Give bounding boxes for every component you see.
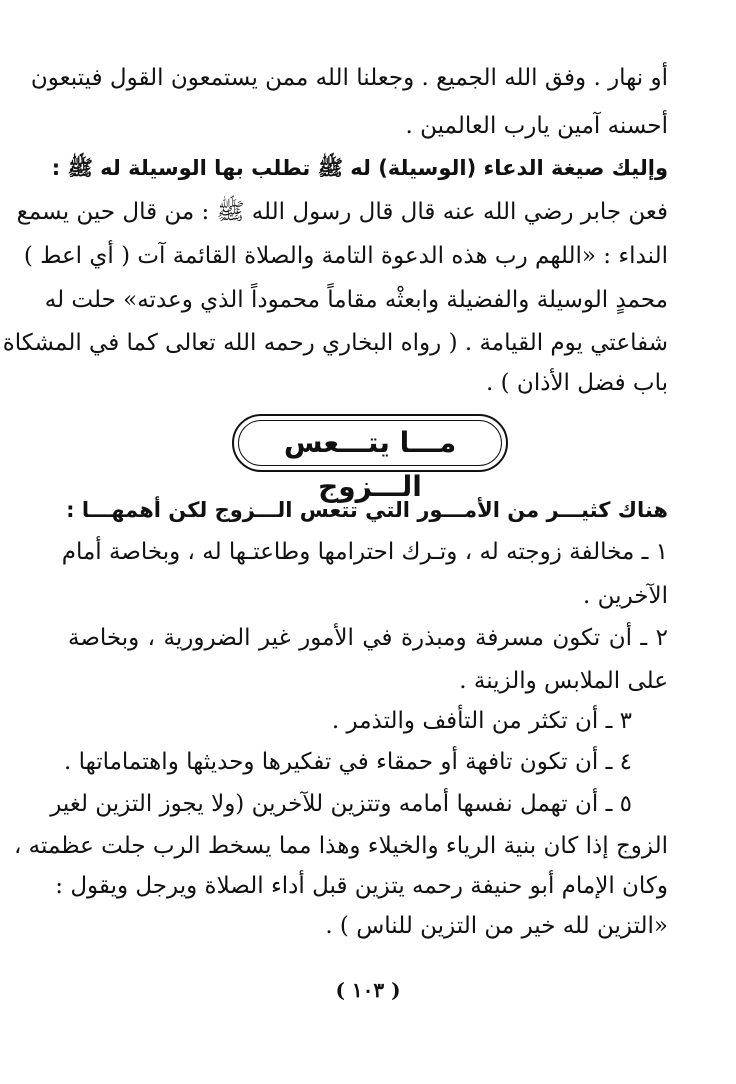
list-item-line: ٢ ـ أن تكون مسرفة ومبذرة في الأمور غير الضرورية ، وبخاصة — [68, 625, 668, 651]
page-number: ( ١٠٣ ) — [335, 978, 401, 1002]
list-item-line: ١ ـ مخالفة زوجته له ، وتـرك احترامها وطاعتـها له ، وبخاصة أمام — [61, 539, 668, 565]
text-line: أو نهار . وفق الله الجميع . وجعلنا الله ممن يستمعون القول فيتبعون — [30, 65, 668, 91]
bold-heading-line: وإليك صيغة الدعاء (الوسيلة) له ﷺ تطلب بها الوسيلة له ﷺ : — [51, 156, 668, 180]
text-line: «التزين لله خير من التزين للناس ) . — [325, 913, 668, 939]
text-line: وكان الإمام أبو حنيفة رحمه يتزين قبل أداء الصلاة ويرجل ويقول : — [55, 873, 668, 899]
text-line: شفاعتي يوم القيامة . ( رواه البخاري رحمه الله تعالى كما في المشكاة — [2, 330, 668, 356]
section-title: مـــا يتـــعس الـــزوج — [238, 420, 502, 466]
text-line: على الملابس والزينة . — [459, 668, 668, 694]
text-line: باب فضل الأذان ) . — [486, 370, 668, 396]
text-line: محمدٍ الوسيلة والفضيلة وابعثْه مقاماً محموداً الذي وعدته» حلت له — [44, 287, 668, 313]
list-item-line: ٤ ـ أن تكون تافهة أو حمقاء في تفكيرها وحديثها واهتماماتها . — [63, 749, 632, 775]
bold-intro-line: هناك كثيـــر من الأمـــور التي تتعس الـــزوج لكن أهمهـــا : — [66, 498, 668, 522]
text-line: النداء : «اللهم رب هذه الدعوة التامة والصلاة القائمة آت ( أي اعط ) — [23, 243, 668, 269]
text-line: أحسنه آمين يارب العالمين . — [405, 113, 668, 139]
list-item-line: ٥ ـ أن تهمل نفسها أمامه وتتزين للآخرين (ولا يجوز التزين لغير — [50, 791, 632, 817]
text-line: الآخرين . — [583, 583, 668, 609]
list-item-line: ٣ ـ أن تكثر من التأفف والتذمر . — [331, 708, 632, 734]
text-line: الزوج إذا كان بنية الرياء والخيلاء وهذا مما يسخط الرب جلت عظمته ، — [13, 833, 668, 859]
text-line: فعن جابر رضي الله عنه قال قال رسول الله ﷺ : من قال حين يسمع — [16, 199, 668, 225]
